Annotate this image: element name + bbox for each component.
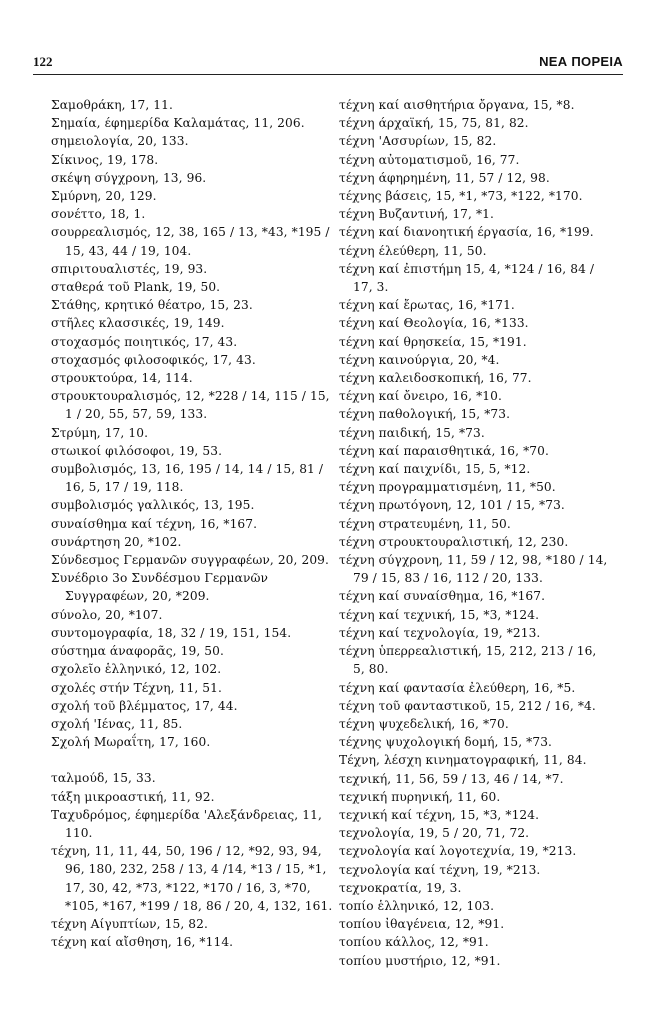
- index-entry: σκέψη σύγχρονη, 13, 96.: [51, 170, 207, 185]
- index-column-right: [339, 96, 609, 970]
- index-entry: τέχνη καί παιχνίδι, 15, 5, *12.: [339, 462, 531, 477]
- index-entry: τέχνη καί διανοητική έργασία, 16, *199.: [339, 225, 594, 240]
- index-entry: συντομογραφία, 18, 32 / 19, 151, 154.: [51, 625, 292, 640]
- index-entry: τέχνη έλεύθερη, 11, 50.: [339, 243, 487, 258]
- index-entry: τέχνη καί αἴσθηση, 16, *114.: [51, 935, 234, 950]
- index-entry: συμβολισμός γαλλικός, 13, 195.: [51, 498, 255, 513]
- index-entry: σταθερά τοῦ Plank, 19, 50.: [51, 280, 221, 295]
- index-entry: τέχνη καί τεχνολογία, 19, *213.: [339, 625, 541, 640]
- index-entry: τεχνική, 11, 56, 59 / 13, 46 / 14, *7.: [339, 771, 564, 786]
- index-entry: τέχνη παιδική, 15, *73.: [339, 425, 485, 440]
- index-entry: τέχνη στρατευμένη, 11, 50.: [339, 516, 511, 531]
- index-entry: στωικοί φιλόσοφοι, 19, 53.: [51, 443, 223, 458]
- index-entry: τέχνη Βυζαντινή, 17, *1.: [339, 207, 494, 222]
- index-entry: τέχνης ψυχολογική δομή, 15, *73.: [339, 735, 553, 750]
- index-entry: τεχνολογία, 19, 5 / 20, 71, 72.: [339, 826, 530, 841]
- index-entry: συνάρτηση 20, *102.: [51, 534, 182, 549]
- index-entry: τοπίου μυστήριο, 12, *91.: [339, 953, 501, 968]
- index-entry: Σαμοθράκη, 17, 11.: [51, 98, 173, 112]
- index-entry: Σίκινος, 19, 178.: [51, 152, 159, 167]
- index-entry: Σημαία, έφημερίδα Καλαμάτας, 11, 206.: [51, 116, 305, 131]
- index-entry: τέχνη ψυχεδελική, 16, *70.: [339, 716, 509, 731]
- index-entry: τέχνη καί ἐπιστήμη 15, 4, *124 / 16, 84 / 17, 3.: [339, 261, 595, 295]
- index-entry: στρουκτουραλισμός, 12, *228 / 14, 115 / 15, 1 / 20, 55, 57, 59, 133.: [51, 389, 330, 422]
- index-entry: τέχνη σύγχρονη, 11, 59 / 12, 98, *180 / 14, 79 / 15, 83 / 16, 112 / 20, 133.: [339, 553, 608, 586]
- index-entry: τέχνη, 11, 11, 44, 50, 196 / 12, *92, 93, 94, 96, 180, 232, 258 / 13, 4 /14, *13 / 15, *1, 17, 30, 42, *73, *122, *170 / 16, 3, *70, *105, *167, *199 / 18, 86 / 20, 4, 132, 161.: [51, 844, 333, 913]
- page-header: [33, 52, 623, 75]
- index-entry: τέχνη καινούργια, 20, *4.: [339, 352, 500, 367]
- index-column-left: [51, 96, 333, 951]
- index-entry: τέχνη ὑπερρεαλιστική, 15, 212, 213 / 16, 5, 80.: [339, 644, 597, 677]
- index-entry: σημειολογία, 20, 133.: [51, 134, 189, 149]
- index-entry: τέχνη 'Ασσυρίων, 15, 82.: [339, 134, 497, 149]
- index-entry: τέχνη καί ὄνειρο, 16, *10.: [339, 389, 502, 404]
- section-gap: [51, 751, 333, 769]
- index-entry: τέχνη καί θρησκεία, 15, *191.: [339, 334, 527, 349]
- index-entry: σονέττο, 18, 1.: [51, 207, 146, 222]
- index-entry: τεχνική καί τέχνη, 15, *3, *124.: [339, 807, 540, 822]
- index-entry: Σχολή Μωραΐτη, 17, 160.: [51, 735, 211, 750]
- index-entry: τέχνη Αίγυπτίων, 15, 82.: [51, 916, 208, 931]
- index-entry: σχολή τοῦ βλέμματος, 17, 44.: [51, 698, 238, 713]
- index-entry: Σμύρνη, 20, 129.: [51, 189, 157, 204]
- index-entry: τοπίο ἑλληνικό, 12, 103.: [339, 898, 495, 913]
- index-entry: τάξη μικροαστική, 11, 92.: [51, 789, 215, 804]
- index-entry: τοπίου κάλλος, 12, *91.: [339, 935, 489, 950]
- index-entry: τέχνη καί φαντασία ἐλεύθερη, 16, *5.: [339, 680, 576, 695]
- index-entry: τέχνη αὐτοματισμοῦ, 16, 77.: [339, 152, 520, 167]
- index-entry: τέχνη προγραμματισμένη, 11, *50.: [339, 480, 556, 495]
- index-entry: στῆλες κλασσικές, 19, 149.: [51, 316, 225, 331]
- journal-title: ΝΕΑ ΠΟΡΕΙΑ: [539, 54, 623, 69]
- index-entry: τέχνη καί Θεολογία, 16, *133.: [339, 316, 529, 331]
- index-entry: Στρύμη, 17, 10.: [51, 425, 149, 440]
- index-entry: τεχνολογία καί τέχνη, 19, *213.: [339, 862, 541, 877]
- index-entry: τέχνη άφηρημένη, 11, 57 / 12, 98.: [339, 170, 550, 185]
- page-number: 122: [33, 54, 53, 69]
- index-entry: συμβολισμός, 13, 16, 195 / 14, 14 / 15, 81 / 16, 5, 17 / 19, 118.: [51, 462, 324, 495]
- index-entry: σχολεῖο ἑλληνικό, 12, 102.: [51, 662, 222, 677]
- index-entry: τέχνη καί αισθητήρια ὄργανα, 15, *8.: [339, 98, 575, 112]
- index-entry: τεχνοκρατία, 19, 3.: [339, 880, 462, 895]
- index-entry: Συνέδριο 3ο Συνδέσμου Γερμανῶν Συγγραφέων, 20, *209.: [51, 571, 268, 604]
- index-entry: σχολή 'Ιένας, 11, 85.: [51, 716, 183, 731]
- index-entry: τέχνη καί ἔρωτας, 16, *171.: [339, 298, 515, 313]
- index-entry: Στάθης, κρητικό θέατρο, 15, 23.: [51, 298, 253, 313]
- index-entry: τέχνη καί συναίσθημα, 16, *167.: [339, 589, 546, 604]
- index-entry: Ταχυδρόμος, έφημερίδα 'Αλεξάνδρειας, 11, 110.: [51, 807, 322, 840]
- index-entry: σχολές στήν Τέχνη, 11, 51.: [51, 680, 222, 695]
- index-entry: τέχνη καί τεχνική, 15, *3, *124.: [339, 607, 540, 622]
- index-entry: τέχνης βάσεις, 15, *1, *73, *122, *170.: [339, 189, 583, 204]
- index-entry: τέχνη καλειδοσκοπική, 16, 77.: [339, 371, 532, 386]
- index-entry: Σύνδεσμος Γερμανῶν συγγραφέων, 20, 209.: [51, 553, 330, 568]
- index-entry: τέχνη πρωτόγονη, 12, 101 / 15, *73.: [339, 498, 565, 513]
- index-entry: στρουκτούρα, 14, 114.: [51, 371, 193, 386]
- index-entry: τεχνολογία καί λογοτεχνία, 19, *213.: [339, 844, 577, 859]
- index-entry: τέχνη άρχαϊκή, 15, 75, 81, 82.: [339, 116, 529, 131]
- index-entry: σουρρεαλισμός, 12, 38, 165 / 13, *43, *195 / 15, 43, 44 / 19, 104.: [51, 225, 330, 258]
- index-entry: τέχνη τοῦ φανταστικοῦ, 15, 212 / 16, *4.: [339, 698, 596, 713]
- index-entry: τοπίου ἰθαγένεια, 12, *91.: [339, 917, 505, 932]
- index-entry: τέχνη παθολογική, 15, *73.: [339, 407, 511, 422]
- index-entry: στοχασμός ποιητικός, 17, 43.: [51, 334, 238, 349]
- index-entry: τεχνική πυρηνική, 11, 60.: [339, 789, 501, 804]
- index-entry: τέχνη καί παραισθητικά, 16, *70.: [339, 443, 549, 458]
- index-entry: τέχνη στρουκτουραλιστική, 12, 230.: [339, 534, 569, 549]
- index-entry: συναίσθημα καί τέχνη, 16, *167.: [51, 516, 258, 531]
- index-entry: σύστημα άναφορᾶς, 19, 50.: [51, 644, 224, 659]
- index-entry: Τέχνη, λέσχη κινηματογραφική, 11, 84.: [339, 753, 587, 768]
- index-entry: στοχασμός φιλοσοφικός, 17, 43.: [51, 352, 256, 367]
- index-entry: σπιριτουαλιστές, 19, 93.: [51, 261, 208, 276]
- index-entry: ταλμούδ, 15, 33.: [51, 771, 156, 786]
- index-entry: σύνολο, 20, *107.: [51, 607, 163, 622]
